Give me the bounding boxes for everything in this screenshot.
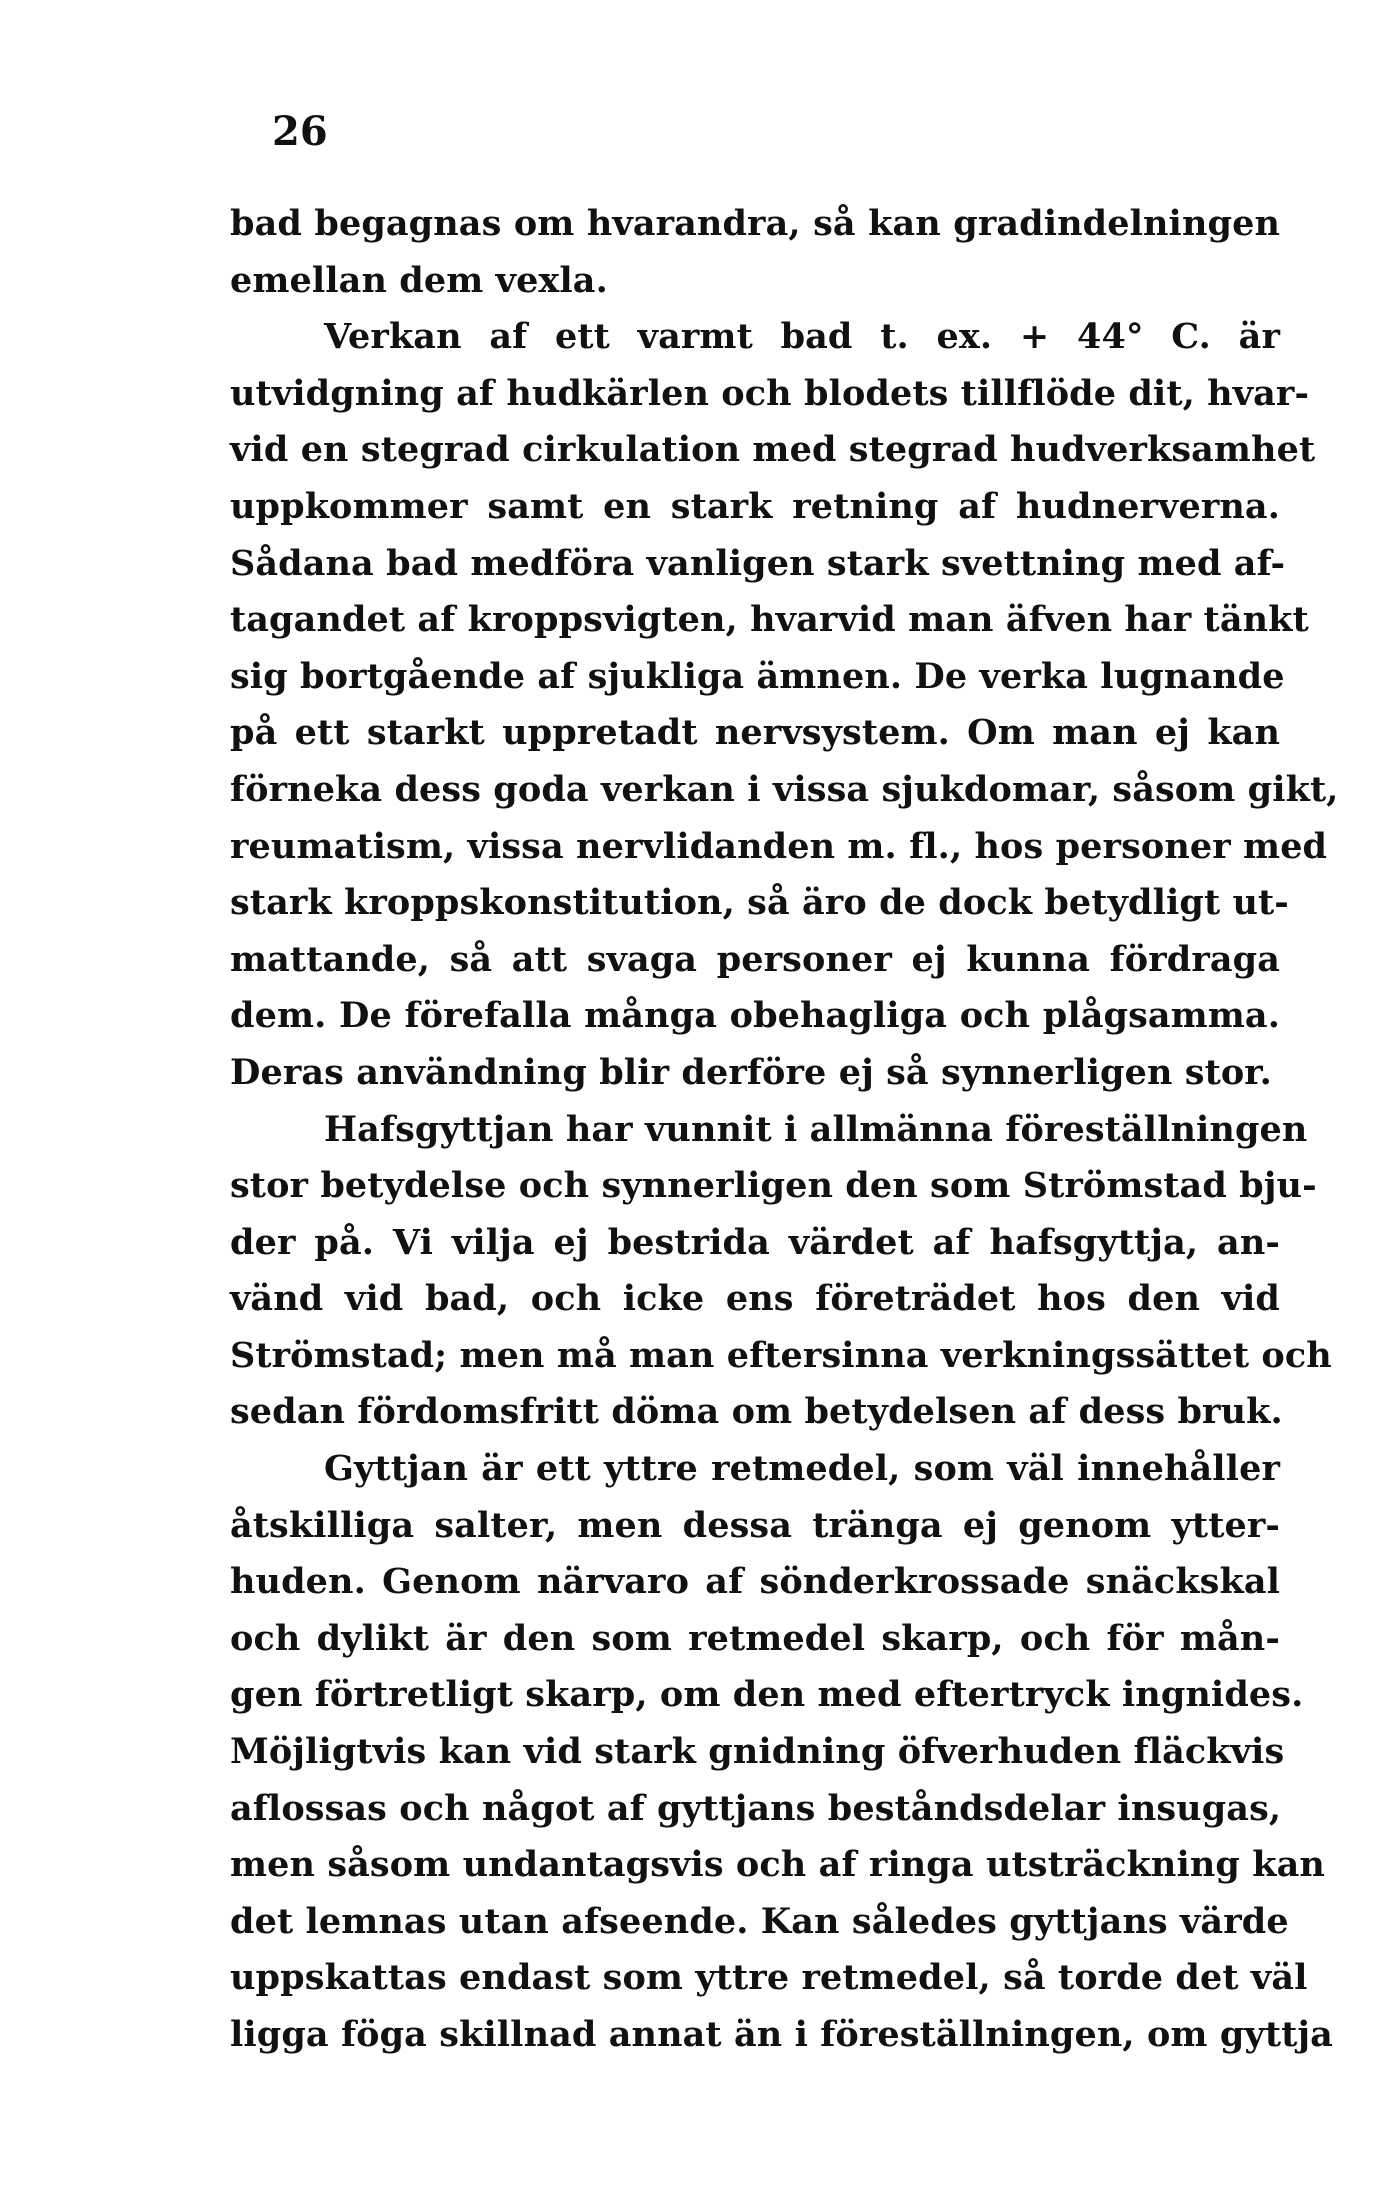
text-line: reumatism, vissa nervlidanden m. fl., hos personer med xyxy=(230,825,1328,867)
text-line: uppskattas endast som yttre retmedel, så torde det väl xyxy=(230,1957,1308,1999)
text-line: Deras användning blir derföre ej så synnerligen stor. xyxy=(230,1051,1272,1093)
text-line: ligga föga skillnad annat än i föreställningen, om gyttja xyxy=(230,2014,1333,2055)
text-line: på ett starkt uppretadt nervsystem. Om man ej kan xyxy=(230,712,1280,754)
text-line: Verkan af ett varmt bad t. ex. + 44° C. är xyxy=(324,316,1280,358)
text-line: uppkommer samt en stark retning af hudnerverna. xyxy=(230,485,1280,527)
text-line: stor betydelse och synnerligen den som Strömstad bju- xyxy=(230,1165,1317,1207)
text-line: vid en stegrad cirkulation med stegrad hudverksamhet xyxy=(230,429,1316,471)
text-line: tagandet af kroppsvigten, hvarvid man äfven har tänkt xyxy=(230,599,1309,641)
text-line: förneka dess goda verkan i vissa sjukdomar, såsom gikt, xyxy=(230,768,1339,810)
text-line: Sådana bad medföra vanligen stark svettning med af- xyxy=(230,542,1286,584)
text-line: huden. Genom närvaro af sönderkrossade snäckskal xyxy=(230,1561,1280,1603)
text-line: Möjligtvis kan vid stark gnidning öfverhuden fläckvis xyxy=(230,1731,1285,1773)
text-line: der på. Vi vilja ej bestrida värdet af hafsgyttja, an- xyxy=(230,1221,1280,1263)
text-line: åtskilliga salter, men dessa tränga ej genom ytter- xyxy=(230,1504,1280,1546)
text-line: emellan dem vexla. xyxy=(230,259,608,301)
text-line: och dylikt är den som retmedel skarp, och för mån- xyxy=(230,1617,1280,1659)
text-line: Strömstad; men må man eftersinna verkningssättet och xyxy=(230,1334,1332,1376)
text-line: sig bortgående af sjukliga ämnen. De verka lugnande xyxy=(230,655,1285,697)
text-line: gen förtretligt skarp, om den med eftertryck ingnides. xyxy=(230,1674,1304,1716)
text-line: det lemnas utan afseende. Kan således gyttjans värde xyxy=(230,1900,1289,1942)
text-line: men såsom undantagsvis och af ringa utsträckning kan xyxy=(230,1844,1325,1886)
text-line: vänd vid bad, och icke ens företrädet hos den vid xyxy=(230,1278,1280,1320)
text-line: utvidgning af hudkärlen och blodets tillflöde dit, hvar- xyxy=(230,372,1310,414)
text-line: aflossas och något af gyttjans beståndsdelar insugas, xyxy=(230,1787,1282,1829)
text-line: Gyttjan är ett yttre retmedel, som väl innehåller xyxy=(324,1448,1280,1490)
text-line: stark kroppskonstitution, så äro de dock betydligt ut- xyxy=(230,882,1289,924)
text-line: sedan fördomsfritt döma om betydelsen af dess bruk. xyxy=(230,1391,1283,1433)
text-line: dem. De förefalla många obehagliga och plågsamma. xyxy=(230,995,1280,1037)
text-line: bad begagnas om hvarandra, så kan gradindelningen xyxy=(230,203,1280,244)
text-line: mattande, så att svaga personer ej kunna fördraga xyxy=(230,938,1280,980)
page-number: 26 xyxy=(272,108,328,155)
body-text xyxy=(230,196,1339,2064)
text-line: Hafsgyttjan har vunnit i allmänna föreställningen xyxy=(324,1108,1308,1150)
